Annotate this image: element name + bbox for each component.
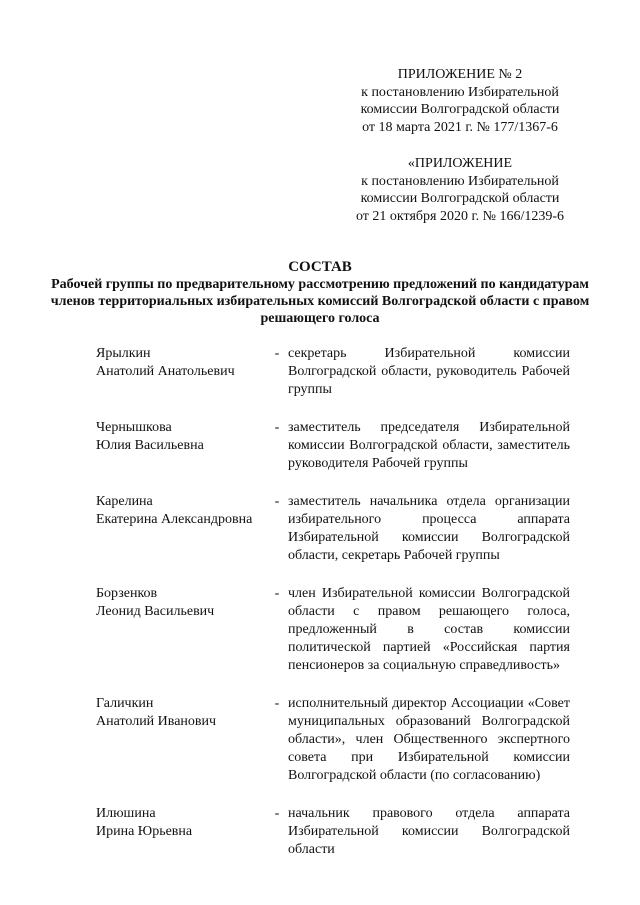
original-appendix-header-line: «ПРИЛОЖЕНИЕ [407,156,513,171]
member-entry [96,345,596,399]
member-given-names: Екатерина Александровна [96,512,253,527]
appendix-header [330,66,590,136]
member-dash: - [274,696,280,711]
appendix-header-line: ПРИЛОЖЕНИЕ № 2 [397,67,523,82]
member-entry [96,805,596,859]
original-appendix-header-line: от 21 октября 2020 г. № 166/1239-6 [355,208,565,224]
member-name [96,345,276,381]
member-role: начальник правового отдела аппарата Избирательной комиссии Волгоградской области [288,806,570,857]
member-role: член Избирательной комиссии Волгоградской области с правом решающего голоса, предложенный в состав комиссии политической партией «Российская партия пенсионеров за социальную справедливость» [288,586,570,673]
appendix-header-line: комиссии Волгоградской области [360,102,560,117]
appendix-header-line: от 18 марта 2021 г. № 177/1367-6 [362,119,558,135]
member-role: секретарь Избирательной комиссии Волгоградской области, руководитель Рабочей группы [288,346,570,397]
member-given-names: Анатолий Анатольевич [96,364,235,379]
member-surname: Чернышкова [96,420,172,435]
member-entry [96,695,596,785]
member-role: заместитель председателя Избирательной комиссии Волгоградской области, заместитель руководителя Рабочей группы [288,420,570,471]
original-appendix-header [330,155,590,225]
member-surname: Галичкин [96,696,154,711]
member-role: заместитель начальника отдела организации избирательного процесса аппарата Избирательной комиссии Волгоградской области, секретарь Рабочей группы [288,494,570,563]
member-dash: - [274,806,280,821]
member-name [96,585,276,621]
member-given-names: Анатолий Иванович [96,714,217,729]
member-surname: Карелина [96,494,153,509]
member-dash: - [274,420,280,435]
members-list [96,345,596,879]
member-surname: Борзенков [96,586,158,601]
document-title: СОСТАВ [288,259,352,275]
appendix-header-line: к постановлению Избирательной [361,84,559,100]
original-appendix-header-line: комиссии Волгоградской области [360,191,560,206]
member-entry [96,585,596,675]
member-name [96,805,276,841]
member-given-names: Леонид Васильевич [96,604,215,619]
original-appendix-header-line: к постановлению Избирательной [361,173,559,189]
member-dash: - [274,346,280,361]
member-given-names: Ирина Юрьевна [96,824,193,839]
member-dash: - [274,494,280,509]
member-entry [96,493,596,565]
member-role: исполнительный директор Ассоциации «Совет муниципальных образований Волгоградской области», член Общественного экспертного совета при Избирательной комиссии Волгоградской области (по согласованию) [288,696,570,783]
member-name [96,493,276,529]
document-subtitle: Рабочей группы по предварительному рассмотрению предложений по кандидатурам членов территориальных избирательных комиссий Волгоградской области с правом решающего голоса [50,277,590,326]
member-name [96,695,276,731]
member-surname: Ярылкин [96,346,151,361]
member-name [96,419,276,455]
member-dash: - [274,586,280,601]
member-given-names: Юлия Васильевна [96,438,204,453]
member-surname: Илюшина [96,806,156,821]
member-entry [96,419,596,473]
